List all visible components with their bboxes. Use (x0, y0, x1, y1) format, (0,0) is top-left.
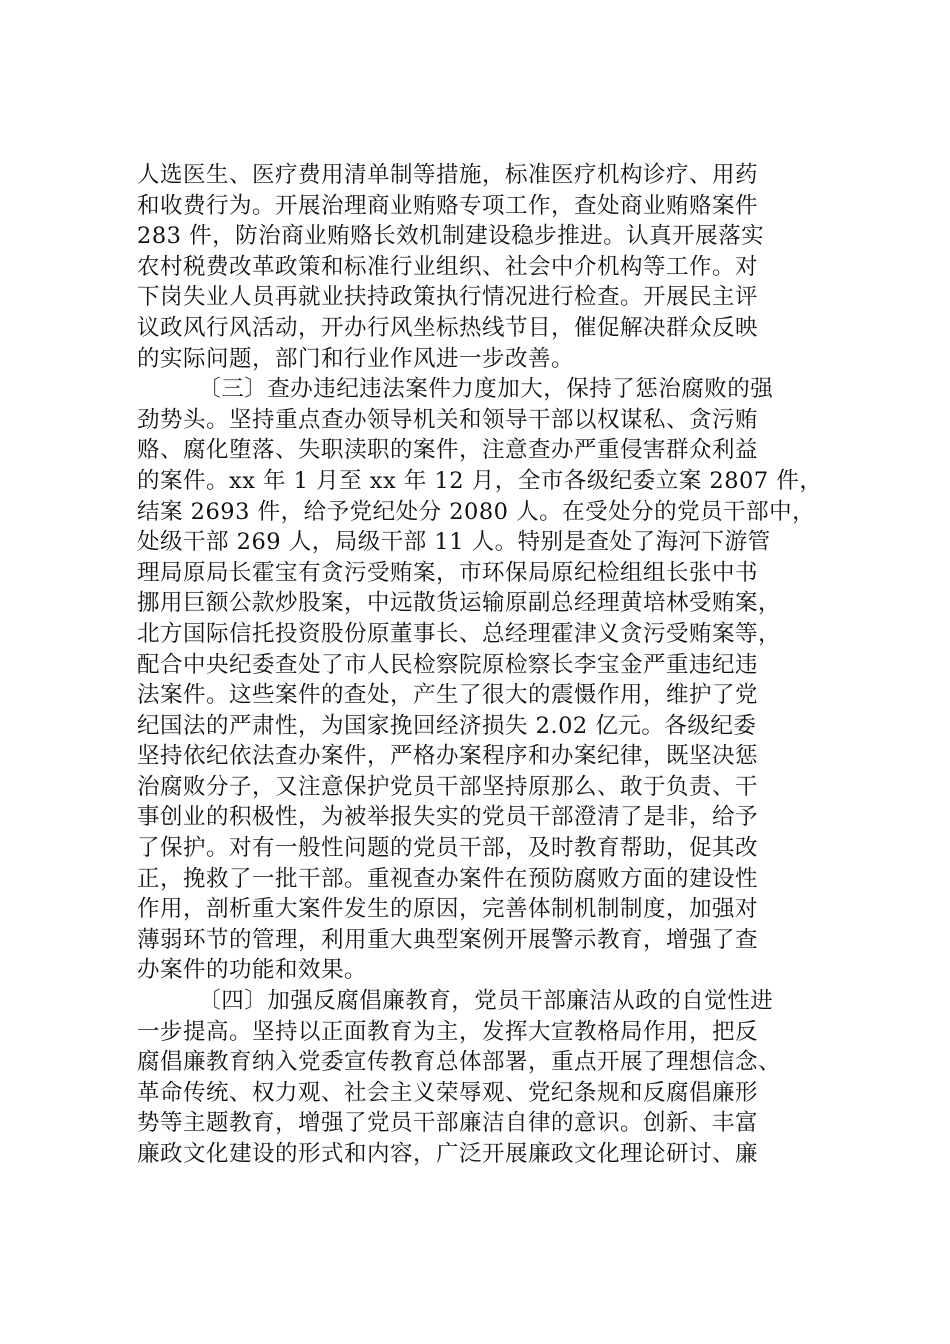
text-line: 法案件。这些案件的查处，产生了很大的震慑作用，维护了党 (137, 682, 759, 709)
text-line: 腐倡廉教育纳入党委宣传教育总体部署，重点开展了理想信念、 (137, 1049, 782, 1076)
text-line: 作用，剖析重大案件发生的原因，完善体制机制制度，加强对 (137, 896, 759, 923)
text-line: 纪国法的严肃性，为国家挽回经济损失 2.02 亿元。各级纪委 (137, 712, 757, 739)
text-line: 革命传统、权力观、社会主义荣辱观、党纪条规和反腐倡廉形 (137, 1079, 759, 1106)
text-line: 农村税费改革政策和标准行业组织、社会中介机构等工作。对 (137, 253, 759, 280)
text-line: 的实际问题，部门和行业作风进一步改善。 (137, 345, 575, 372)
text-line: 廉政文化建设的形式和内容，广泛开展廉政文化理论研讨、廉 (137, 1141, 759, 1167)
text-line: 治腐败分子，又注意保护党员干部坚持原那么、敢于负责、干 (137, 773, 759, 800)
text-line: 薄弱环节的管理，利用重大典型案例开展警示教育，增强了查 (137, 926, 759, 953)
text-line: 配合中央纪委查处了市人民检察院原检察长李宝金严重违纪违 (137, 651, 759, 678)
body-text (137, 160, 827, 1170)
text-line: 的案件。xx 年 1 月至 xx 年 12 月，全市各级纪委立案 2807 件， (137, 467, 823, 494)
text-line: 了保护。对有一般性问题的党员干部，及时教育帮助，促其改 (137, 835, 759, 862)
text-line: 议政风行风活动，开办行风坐标热线节目，催促解决群众反映 (137, 314, 759, 341)
text-line: 挪用巨额公款炒股案，中远散货运输原副总经理黄培林受贿案， (137, 590, 782, 617)
text-line: 一步提高。坚持以正面教育为主，发挥大宣教格局作用，把反 (137, 1018, 759, 1045)
text-line: 劲势头。坚持重点查办领导机关和领导干部以权谋私、贪污贿 (137, 406, 759, 433)
text-line: 人选医生、医疗费用清单制等措施，标准医疗机构诊疗、用药 (137, 162, 759, 188)
text-line: 下岗失业人员再就业扶持政策执行情况进行检查。开展民主评 (137, 284, 759, 311)
text-line: 理局原局长霍宝有贪污受贿案，市环保局原纪检组组长张中书 (137, 559, 759, 586)
text-line: 和收费行为。开展治理商业贿赂专项工作，查处商业贿赂案件 (137, 192, 759, 219)
text-line: 坚持依纪依法查办案件，严格办案程序和办案纪律，既坚决惩 (137, 743, 759, 770)
text-line: 办案件的功能和效果。 (137, 957, 368, 984)
text-line: 势等主题教育，增强了党员干部廉洁自律的意识。创新、丰富 (137, 1110, 759, 1137)
text-line: 结案 2693 件，给予党纪处分 2080 人。在受处分的党员干部中， (137, 498, 816, 525)
text-line: 赂、腐化堕落、失职渎职的案件，注意查办严重侵害群众利益 (137, 437, 759, 464)
text-line: 283 件，防治商业贿赂长效机制建设稳步推进。认真开展落实 (137, 223, 765, 250)
section-heading-line: 〔四〕加强反腐倡廉教育，党员干部廉洁从政的自觉性进 (137, 988, 774, 1015)
text-line: 北方国际信托投资股份原董事长、总经理霍津义贪污受贿案等， (137, 620, 782, 647)
text-line: 事创业的积极性，为被举报失实的党员干部澄清了是非，给予 (137, 804, 759, 831)
text-line: 正，挽救了一批干部。重视查办案件在预防腐败方面的建设性 (137, 865, 759, 892)
text-line: 处级干部 269 人，局级干部 11 人。特别是查处了海河下游管 (137, 529, 771, 556)
section-heading-line: 〔三〕查办违纪违法案件力度加大，保持了惩治腐败的强 (137, 376, 774, 403)
